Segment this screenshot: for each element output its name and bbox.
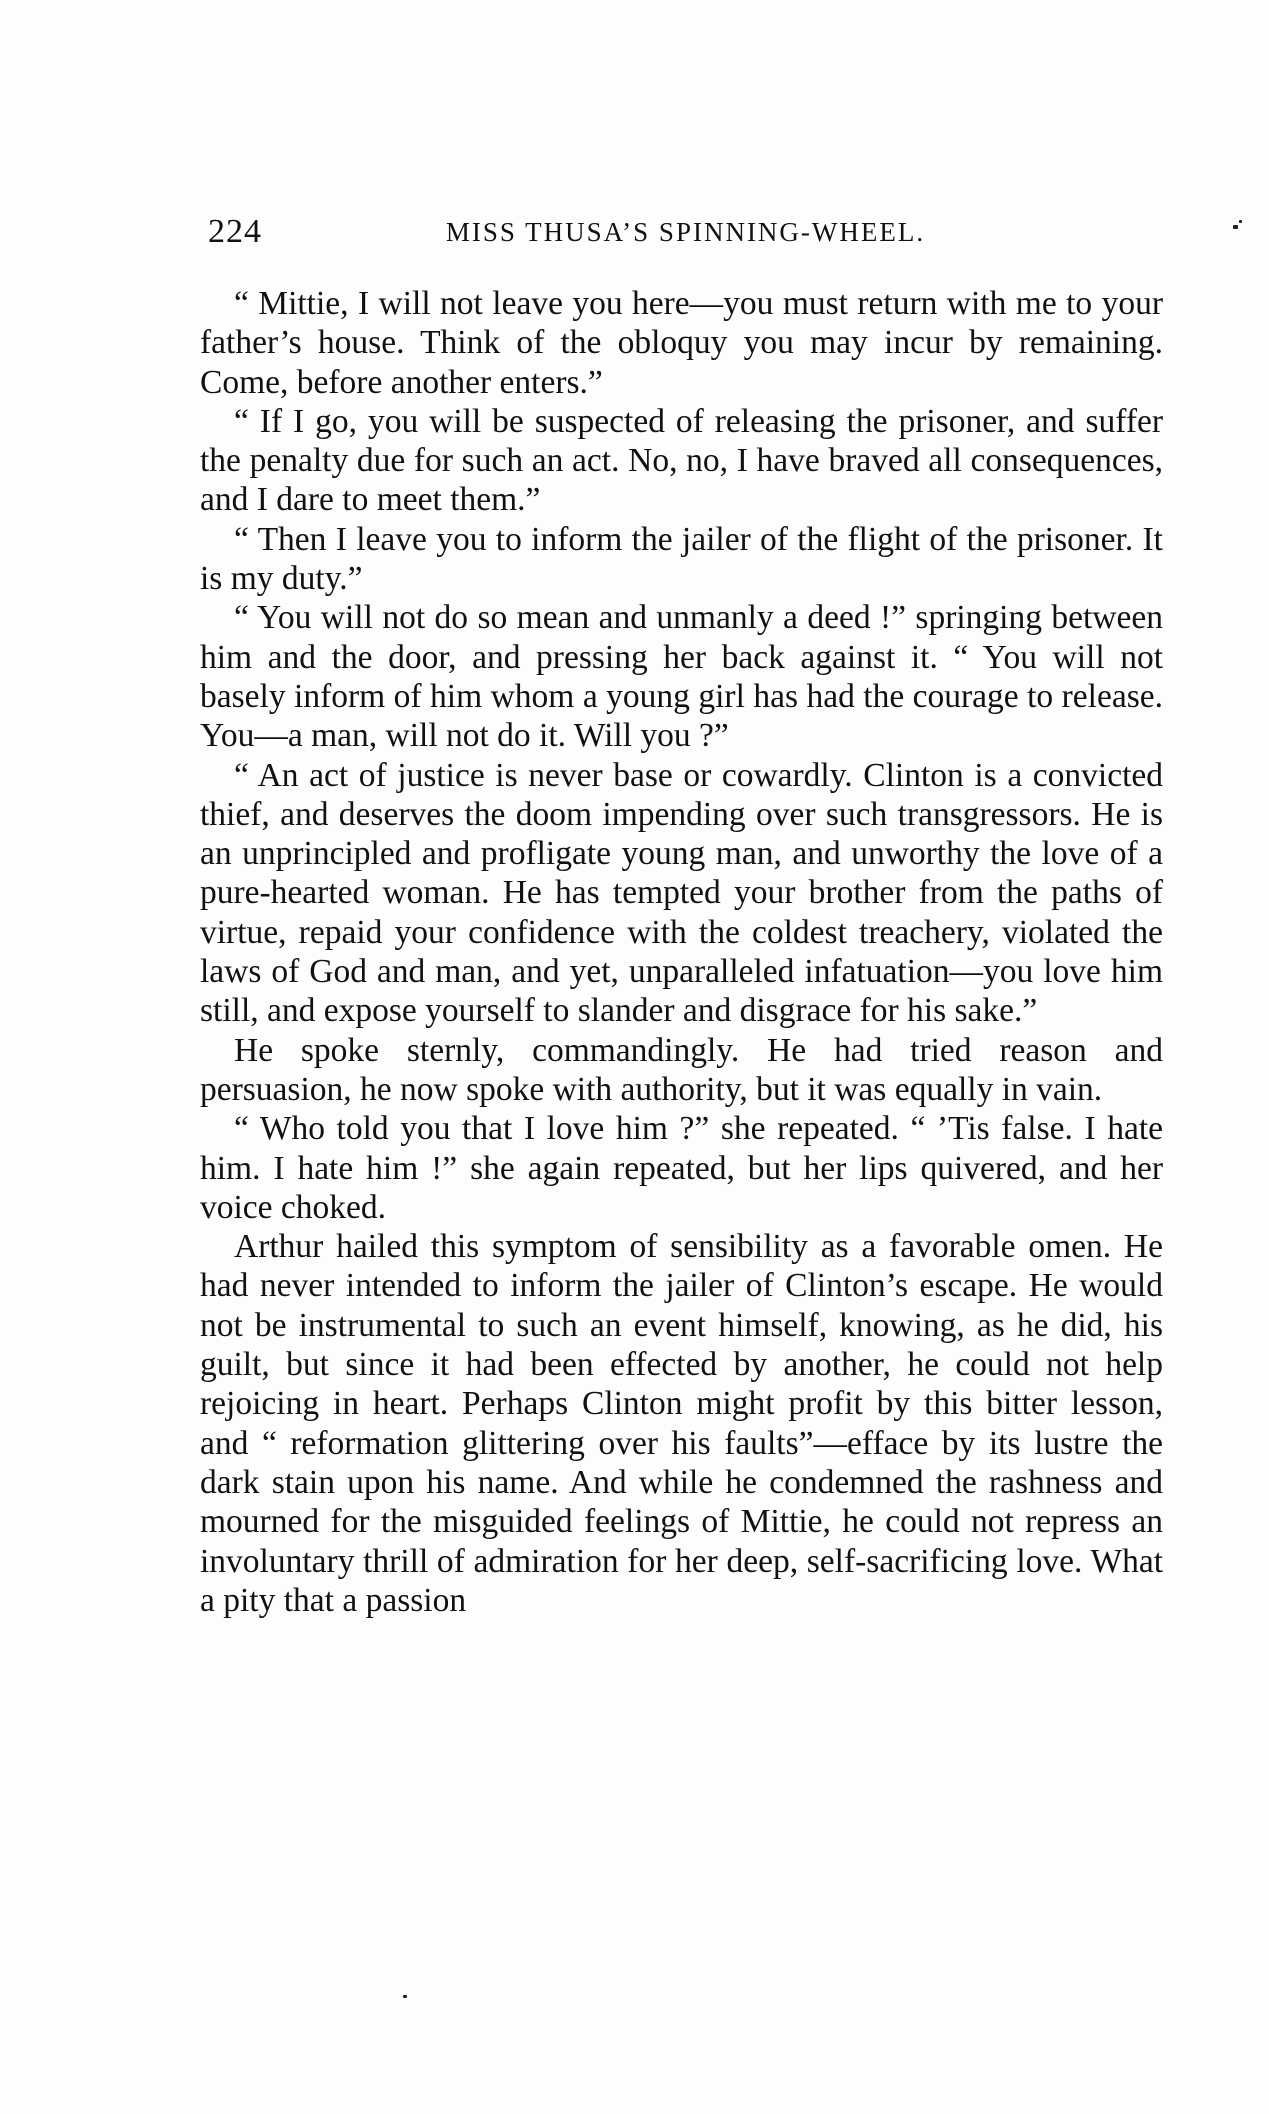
paragraph: “ You will not do so mean and unmanly a deed !” springing between him and the door, and pressing her back against it. “ You will not basely inform of him whom a young girl has had the courage to release. You—a man, will not do it. Will you ?” [200, 599, 1163, 755]
paragraph: “ If I go, you will be suspected of releasing the prisoner, and suffer the penalty due for such an act. No, no, I have braved all consequences, and I dare to meet them.” [200, 402, 1163, 519]
paragraph: “ Mittie, I will not leave you here—you must return with me to your father’s house. Think of the obloquy you may incur by remaining. Come, before another enters.” [200, 285, 1163, 401]
running-title: MISS THUSA’S SPINNING-WHEEL. [445, 217, 926, 247]
page-speck [403, 1995, 407, 1998]
paragraph: “ Who told you that I love him ?” she repeated. “ ’Tis false. I hate him. I hate him !” she again repeated, but her lips quivered, and her voice choked. [200, 1110, 1163, 1226]
running-head [208, 213, 1163, 253]
paragraph: Arthur hailed this symptom of sensibility as a favorable omen. He had never intended to inform the jailer of Clinton’s escape. He would not be instrumental to such an event himself, knowing, as he did, his guilt, but since it had been effected by another, he could not help rejoicing in heart. Perhaps Clinton might profit by this bitter lesson, and “ reformation glittering over his faults”—efface by its lustre the dark stain upon his name. And while he condemned the rashness and mourned for the misguided feelings of Mittie, he could not repress an involuntary thrill of admiration for her deep, self-sacrificing love. What a pity that a passion [200, 1228, 1163, 1619]
page-number: 224 [208, 213, 262, 250]
paragraph: He spoke sternly, commandingly. He had tried reason and persuasion, he now spoke with authority, but it was equally in vain. [200, 1031, 1163, 1108]
paragraph: “ Then I leave you to inform the jailer of the flight of the prisoner. It is my duty.” [200, 520, 1163, 598]
body-text [200, 284, 1163, 1620]
page-speck [1239, 220, 1242, 223]
page-speck [1233, 225, 1238, 229]
paragraph: “ An act of justice is never base or cowardly. Clinton is a convicted thief, and deserves the doom impending over such transgressors. He is an unprincipled and profligate young man, and unworthy the love of a pure-hearted woman. He has tempted your brother from the paths of virtue, repaid your confidence with the coldest treachery, violated the laws of God and man, and yet, unparalleled infatuation—you love him still, and expose yourself to slander and disgrace for his sake.” [200, 756, 1163, 1030]
